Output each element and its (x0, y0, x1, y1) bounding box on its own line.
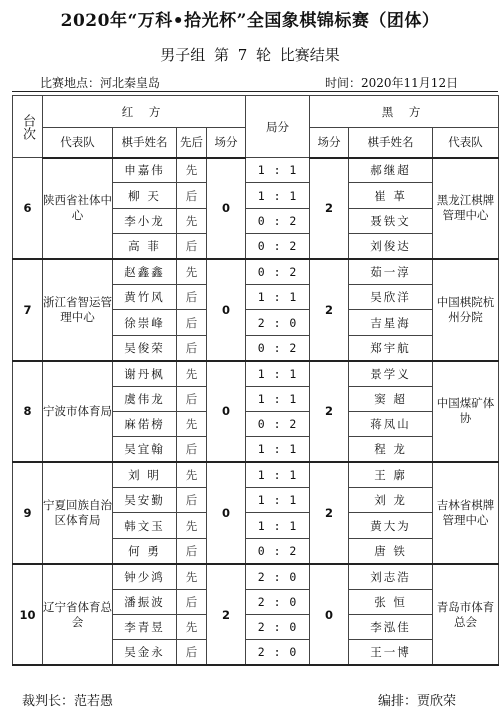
red-player-name: 吴金永 (113, 640, 177, 665)
black-team-name: 青岛市体育总会 (433, 564, 499, 666)
move-order: 先 (177, 513, 207, 538)
move-order: 先 (177, 615, 207, 640)
move-order: 后 (177, 284, 207, 309)
move-order: 后 (177, 183, 207, 208)
black-player-name: 李泓佳 (349, 615, 433, 640)
game-score: 1 : 1 (246, 183, 310, 208)
page-title: 2020年“万科•拾光杯”全国象棋锦标赛（团体） (60, 11, 440, 31)
black-player-name: 王 廓 (349, 462, 433, 487)
black-team-name: 中国煤矿体协 (433, 361, 499, 463)
red-player-header: 棋手姓名 (113, 128, 177, 158)
red-player-name: 柳 天 (113, 183, 177, 208)
red-match-points: 0 (207, 259, 246, 361)
referee-text: 裁判长：范若愚 (22, 694, 114, 709)
game-score: 1 : 1 (246, 361, 310, 386)
move-order: 先 (177, 158, 207, 183)
black-team-header: 代表队 (433, 128, 499, 158)
move-order: 先 (177, 259, 207, 284)
game-score: 0 : 2 (246, 208, 310, 233)
red-match-points: 2 (207, 564, 246, 666)
red-player-name: 潘振波 (113, 589, 177, 614)
black-player-name: 蒋凤山 (349, 411, 433, 436)
move-order: 后 (177, 488, 207, 513)
move-order: 先 (177, 361, 207, 386)
black-match-points: 2 (310, 361, 349, 463)
red-team-header: 代表队 (43, 128, 113, 158)
black-player-name: 崔 革 (349, 183, 433, 208)
black-player-name: 张 恒 (349, 589, 433, 614)
black-side-header: 黑 方 (310, 96, 499, 128)
move-order: 后 (177, 640, 207, 665)
red-team-name: 宁波市体育局 (43, 361, 113, 463)
editor-text: 编排：贾欣荣 (378, 694, 457, 709)
red-player-name: 赵鑫鑫 (113, 259, 177, 284)
red-points-header: 场分 (207, 128, 246, 158)
board-row (13, 361, 499, 386)
black-player-name: 唐 铁 (349, 538, 433, 563)
black-player-name: 程 龙 (349, 437, 433, 462)
red-player-name: 高 菲 (113, 234, 177, 259)
game-score: 0 : 2 (246, 259, 310, 284)
game-score: 0 : 2 (246, 411, 310, 436)
game-score: 2 : 0 (246, 589, 310, 614)
red-team-name: 宁夏回族自治区体育局 (43, 462, 113, 564)
header-rule (12, 91, 498, 92)
black-player-header: 棋手姓名 (349, 128, 433, 158)
game-score: 2 : 0 (246, 640, 310, 665)
black-player-name: 吉星海 (349, 310, 433, 335)
move-order: 后 (177, 335, 207, 360)
black-match-points: 2 (310, 158, 349, 260)
round-number: 10 (13, 564, 43, 666)
red-player-name: 吴俊荣 (113, 335, 177, 360)
black-player-name: 王一博 (349, 640, 433, 665)
game-score: 1 : 1 (246, 386, 310, 411)
black-player-name: 刘俊达 (349, 234, 433, 259)
game-score: 2 : 0 (246, 564, 310, 589)
game-score: 1 : 1 (246, 462, 310, 487)
black-match-points: 2 (310, 462, 349, 564)
red-player-name: 麻偌榜 (113, 411, 177, 436)
red-match-points: 0 (207, 158, 246, 260)
game-score: 2 : 0 (246, 615, 310, 640)
round-number: 8 (13, 361, 43, 463)
game-score: 1 : 1 (246, 513, 310, 538)
round-number: 6 (13, 158, 43, 260)
move-order: 后 (177, 538, 207, 563)
red-player-name: 徐崇峰 (113, 310, 177, 335)
black-player-name: 黄大为 (349, 513, 433, 538)
black-player-name: 刘志浩 (349, 564, 433, 589)
board-row (13, 462, 499, 487)
red-match-points: 0 (207, 361, 246, 463)
game-score: 0 : 2 (246, 335, 310, 360)
red-player-name: 虞伟龙 (113, 386, 177, 411)
red-team-name: 辽宁省体育总会 (43, 564, 113, 666)
black-team-name: 吉林省棋牌管理中心 (433, 462, 499, 564)
red-player-name: 吴宜翰 (113, 437, 177, 462)
move-order: 先 (177, 564, 207, 589)
game-score: 1 : 1 (246, 158, 310, 183)
board-row (13, 259, 499, 284)
black-match-points: 0 (310, 564, 349, 666)
order-header: 先后 (177, 128, 207, 158)
red-player-name: 谢丹枫 (113, 361, 177, 386)
page-subtitle: 男子组 第 7 轮 比赛结果 (160, 46, 340, 64)
red-team-name: 浙江省智运管理中心 (43, 259, 113, 361)
move-order: 后 (177, 437, 207, 462)
black-points-header: 场分 (310, 128, 349, 158)
black-player-name: 吴欣洋 (349, 284, 433, 309)
results-table (12, 95, 499, 666)
black-player-name: 刘 龙 (349, 488, 433, 513)
date-text: 时间：2020年11月12日 (325, 76, 459, 90)
red-player-name: 吴安勤 (113, 488, 177, 513)
move-order: 先 (177, 208, 207, 233)
game-score: 1 : 1 (246, 488, 310, 513)
red-player-name: 刘 明 (113, 462, 177, 487)
round-header: 台次 (13, 96, 43, 158)
round-number: 9 (13, 462, 43, 564)
black-match-points: 2 (310, 259, 349, 361)
game-score: 0 : 2 (246, 234, 310, 259)
red-player-name: 黄竹风 (113, 284, 177, 309)
red-player-name: 李青昱 (113, 615, 177, 640)
game-score-header: 局分 (246, 96, 310, 158)
black-player-name: 郝继超 (349, 158, 433, 183)
move-order: 后 (177, 589, 207, 614)
move-order: 先 (177, 462, 207, 487)
move-order: 后 (177, 386, 207, 411)
round-number: 7 (13, 259, 43, 361)
game-score: 1 : 1 (246, 437, 310, 462)
move-order: 后 (177, 234, 207, 259)
black-player-name: 郑宇航 (349, 335, 433, 360)
red-player-name: 李小龙 (113, 208, 177, 233)
venue-text: 比赛地点：河北秦皇岛 (40, 76, 161, 90)
game-score: 0 : 2 (246, 538, 310, 563)
red-player-name: 何 勇 (113, 538, 177, 563)
red-player-name: 韩文玉 (113, 513, 177, 538)
black-player-name: 景学义 (349, 361, 433, 386)
board-row (13, 564, 499, 589)
game-score: 2 : 0 (246, 310, 310, 335)
black-player-name: 窦 超 (349, 386, 433, 411)
red-side-header: 红 方 (43, 96, 246, 128)
red-match-points: 0 (207, 462, 246, 564)
board-row (13, 158, 499, 183)
black-team-name: 黑龙江棋牌管理中心 (433, 158, 499, 260)
red-team-name: 陕西省社体中心 (43, 158, 113, 260)
red-player-name: 申嘉伟 (113, 158, 177, 183)
black-team-name: 中国棋院杭州分院 (433, 259, 499, 361)
move-order: 后 (177, 310, 207, 335)
game-score: 1 : 1 (246, 284, 310, 309)
black-player-name: 茹一淳 (349, 259, 433, 284)
black-player-name: 聂铁文 (349, 208, 433, 233)
move-order: 先 (177, 411, 207, 436)
red-player-name: 钟少鸿 (113, 564, 177, 589)
